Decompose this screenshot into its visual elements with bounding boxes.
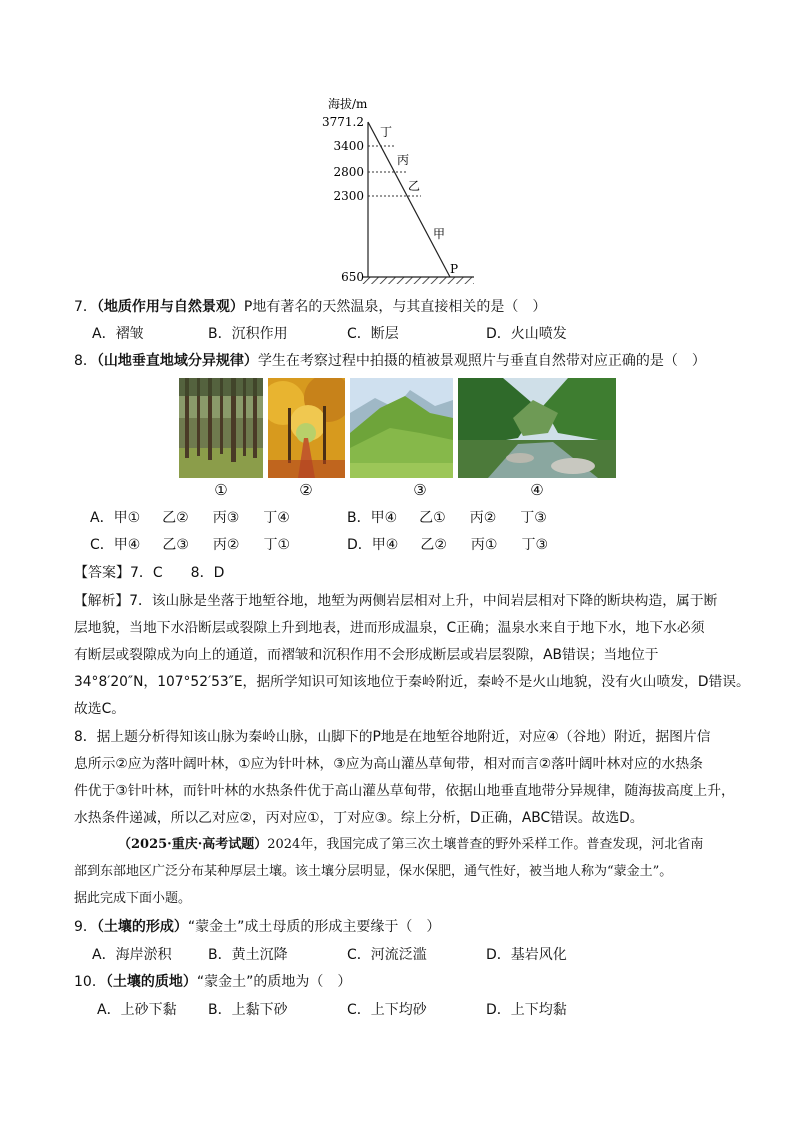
q8-option-a-part-1: 甲①	[113, 510, 141, 526]
q8-option-c-part-3: 丙②	[212, 537, 240, 553]
q9-option-c[interactable]: C．河流泛滥	[347, 947, 427, 963]
photo-label-3: ③	[413, 481, 427, 499]
photo-label-1: ①	[214, 481, 228, 499]
analysis-7-line-4: 34°8′20″N，107°52′53″E，据所学知识可知该地位于秦岭附近，秦岭不是火山地貌，没有火山喷发，D错误。	[74, 674, 750, 690]
q8-option-c-part-1: 甲④	[113, 537, 141, 553]
analysis-7-line-5: 故选C。	[74, 701, 126, 717]
photo-label-4: ④	[530, 481, 544, 499]
tick-3771: 3771.2	[322, 115, 364, 129]
photo-1-conifer-forest	[179, 378, 263, 478]
q7-option-a[interactable]: A．褶皱	[92, 326, 144, 342]
q8-option-a-part-3: 丙③	[212, 510, 240, 526]
q8-stem-line	[74, 351, 706, 371]
passage-line-1	[118, 835, 703, 855]
slope-line	[368, 122, 450, 277]
q8-option-a-part-2: 乙②	[162, 510, 189, 526]
q7-option-b[interactable]: B．沉积作用	[208, 326, 288, 342]
analysis-7-line-2: 层地貌，当地下水沿断层或裂隙上升到地表，进而形成温泉，C正确；温泉水来自于地下水，地下水必须	[74, 620, 705, 636]
zone-jia: 甲	[433, 227, 446, 241]
answer-label: 【答案】	[74, 565, 130, 581]
photo-3-alpine-meadow	[350, 378, 453, 478]
analysis-8-line-4: 水热条件递减，所以乙对应②，丙对应①，丁对应③。综上分析，D正确，ABC错误。故选D。	[74, 810, 644, 826]
q8-option-b-part-4: 丁③	[520, 510, 547, 526]
passage-source: （2025·重庆·高考试题）	[118, 837, 268, 852]
q8-option-a[interactable]	[90, 508, 290, 528]
q8-option-b-letter: B．	[347, 510, 371, 526]
q8-option-d-part-2: 乙②	[420, 537, 447, 553]
q10-option-a[interactable]: A．上砂下黏	[97, 1002, 177, 1018]
q8-option-b-part-2: 乙①	[419, 510, 446, 526]
q10-stem-line	[74, 972, 351, 992]
q8-number: 8．	[74, 353, 97, 369]
photo-4-valley-stream	[458, 378, 616, 478]
ground-hatch	[362, 277, 474, 284]
zone-ding: 丁	[380, 125, 393, 139]
q9-tag: （土壤的形成）	[96, 919, 188, 935]
q9-stem-line	[74, 917, 440, 937]
analysis-label: 【解析】	[74, 593, 130, 609]
point-p-label: P	[450, 262, 459, 276]
analysis-7-text-1: 7．该山脉是坐落于地堑谷地，地堑为两侧岩层相对上升，中间岩层相对下降的断块构造，属于断	[129, 593, 718, 609]
tick-3400: 3400	[333, 139, 364, 153]
q7-stem-line	[74, 297, 546, 317]
tick-2300: 2300	[333, 189, 364, 203]
q8-option-d-letter: D．	[347, 537, 372, 553]
y-axis-label: 海拔/m	[328, 97, 368, 111]
q7-tag: （地质作用与自然景观）	[96, 299, 244, 315]
q7-number: 7．	[74, 299, 97, 315]
q7-option-d[interactable]: D．火山喷发	[486, 326, 567, 342]
q8-stem: 学生在考察过程中拍摄的植被景观照片与垂直自然带对应正确的是（ ）	[257, 353, 706, 369]
q10-option-c[interactable]: C．上下均砂	[347, 1002, 427, 1018]
q8-option-c-part-4: 丁①	[263, 537, 291, 553]
answer-text: 7．C 8．D	[130, 565, 225, 581]
tick-2800: 2800	[333, 165, 364, 179]
q7-stem: P地有著名的天然温泉，与其直接相关的是（ ）	[243, 299, 547, 315]
q8-option-a-part-4: 丁④	[263, 510, 290, 526]
q10-option-b[interactable]: B．上黏下砂	[208, 1002, 288, 1018]
zone-bing: 丙	[397, 153, 410, 167]
analysis-8-line-1: 8．据上题分析得知该山脉为秦岭山脉，山脚下的P地是在地堑谷地附近，对应④（谷地）附近，据图片信	[74, 729, 711, 745]
tick-650: 650	[341, 270, 364, 284]
q8-option-d-part-1: 甲④	[371, 537, 399, 553]
q10-number: 10．	[74, 974, 106, 990]
q8-option-d[interactable]	[347, 535, 548, 555]
q8-tag: （山地垂直地域分异规律）	[96, 353, 258, 369]
photo-2-deciduous-forest	[268, 378, 345, 478]
q8-option-d-part-4: 丁③	[521, 537, 549, 553]
q9-stem: “蒙金土”成土母质的形成主要缘于（ ）	[187, 919, 441, 935]
q9-number: 9．	[74, 919, 97, 935]
q9-option-a[interactable]: A．海岸淤积	[92, 947, 172, 963]
q8-option-c-part-2: 乙③	[162, 537, 189, 553]
q8-option-a-letter: A．	[90, 510, 114, 526]
answer-line	[74, 563, 224, 583]
analysis-line-1	[74, 591, 717, 611]
elevation-diagram-svg	[300, 92, 500, 292]
q10-stem: “蒙金土”的质地为（ ）	[196, 974, 352, 990]
elevation-diagram	[300, 92, 500, 292]
zone-yi: 乙	[408, 179, 421, 193]
q8-option-b[interactable]	[347, 508, 547, 528]
q10-option-d[interactable]: D．上下均黏	[486, 1002, 567, 1018]
passage-text-1: 2024年，我国完成了第三次土壤普查的野外采样工作。普查发现，河北省南	[267, 837, 704, 852]
q8-option-c[interactable]	[90, 535, 290, 555]
q8-option-b-part-3: 丙②	[469, 510, 497, 526]
analysis-8-line-3: 件优于③针叶林，而针叶林的水热条件优于高山灌丛草甸带，依据山地垂直地带分异规律，随海拔高度上升，	[74, 783, 735, 799]
analysis-8-line-2: 息所示②应为落叶阔叶林，①应为针叶林，③应为高山灌丛草甸带，相对而言②落叶阔叶林对应的水热条	[74, 756, 703, 772]
q8-option-c-letter: C．	[90, 537, 114, 553]
q8-option-d-part-3: 丙①	[470, 537, 498, 553]
q7-option-c[interactable]: C．断层	[347, 326, 399, 342]
q10-tag: （土壤的质地）	[105, 974, 197, 990]
analysis-7-line-3: 有断层或裂隙成为向上的通道，而褶皱和沉积作用不会形成断层或岩层裂隙，AB错误；当地位于	[74, 647, 659, 663]
q8-option-b-part-1: 甲④	[370, 510, 398, 526]
q9-option-b[interactable]: B．黄土沉降	[208, 947, 288, 963]
q9-option-d[interactable]: D．基岩风化	[486, 947, 567, 963]
photo-label-2: ②	[299, 481, 313, 499]
passage-line-3: 据此完成下面小题。	[74, 891, 192, 906]
passage-line-2: 部到东部地区广泛分布某种厚层土壤。该土壤分层明显，保水保肥，通气性好，被当地人称为“蒙金土”。	[74, 864, 673, 879]
